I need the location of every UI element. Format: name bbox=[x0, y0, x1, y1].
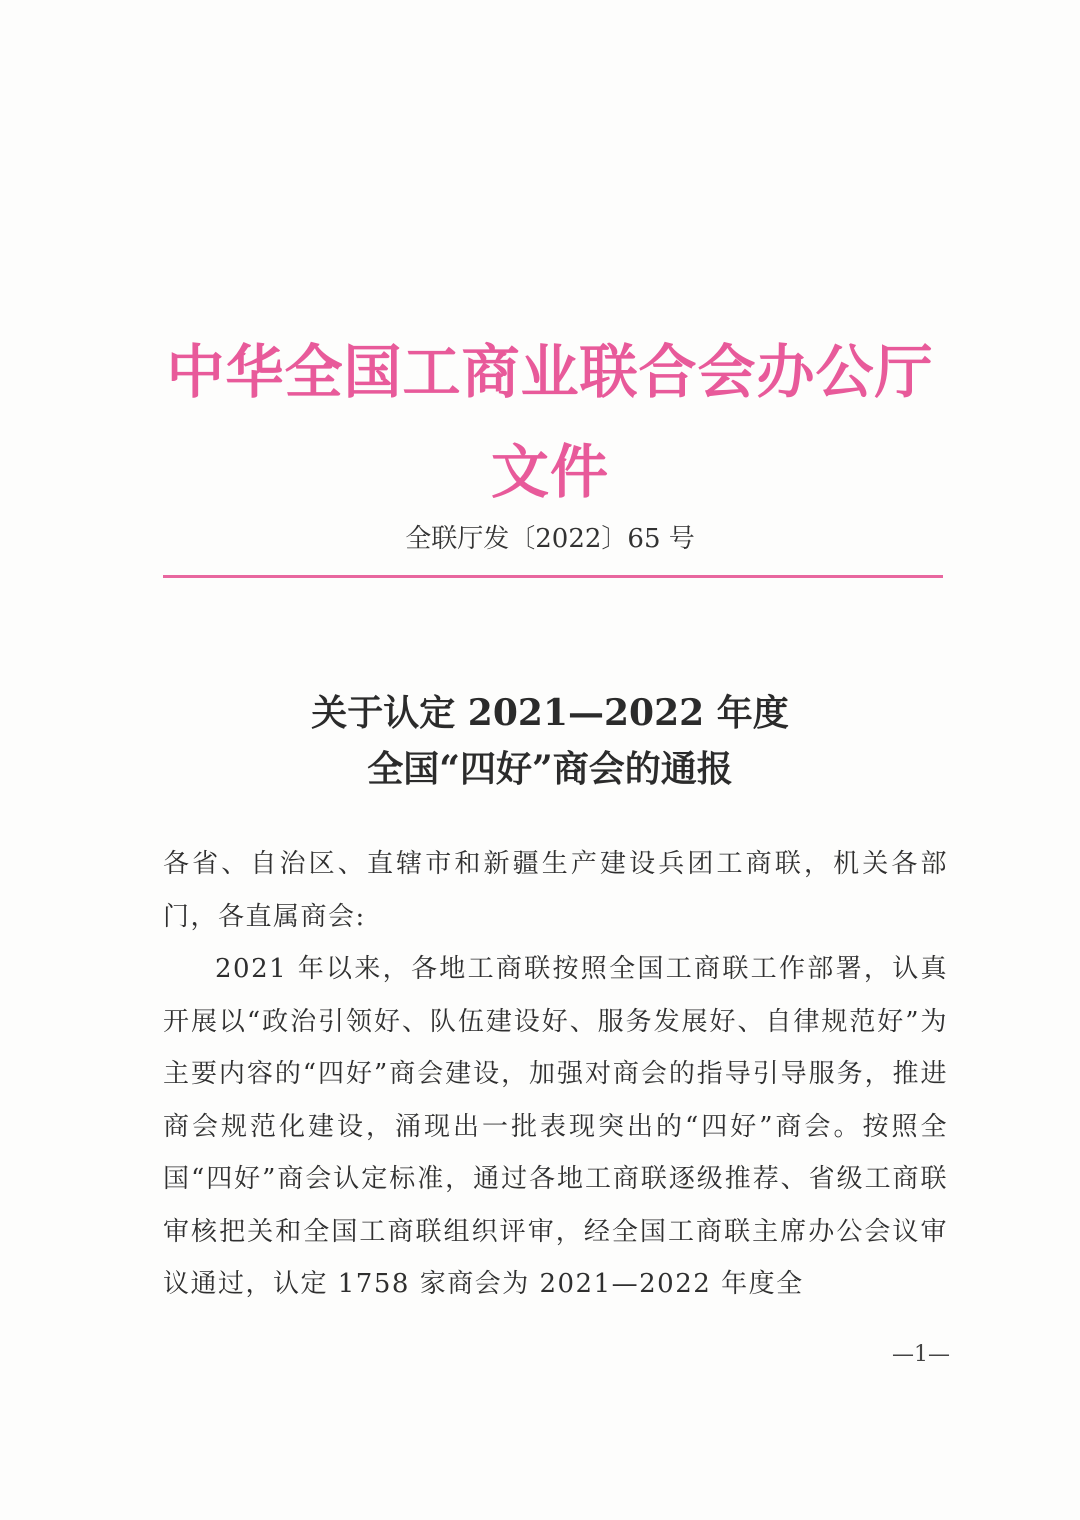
red-divider-line bbox=[163, 575, 943, 578]
body-paragraph: 2021 年以来，各地工商联按照全国工商联工作部署，认真开展以“政治引领好、队伍建设好、服务发展好、自律规范好”为主要内容的“四好”商会建设，加强对商会的指导引导服务，推进商会规范化建设，涌现出一批表现突出的“四好”商会。按照全国“四好”商会认定标准，通过各地工商联逐级推荐、省级工商联审核把关和全国工商联组织评审，经全国工商联主席办公会议审议通过，认定 1758 家商会为 2021—2022 年度全 bbox=[163, 954, 948, 1299]
document-number: 全联厅发〔2022〕65 号 bbox=[405, 524, 695, 554]
page-number: —1— bbox=[892, 1342, 950, 1367]
addressee-line: 各省、自治区、直辖市和新疆生产建设兵团工商联，机关各部门，各直属商会: bbox=[163, 849, 948, 932]
document-body bbox=[163, 838, 948, 1311]
issuing-office-header: 中华全国工商业联合会办公厅文件 bbox=[166, 338, 934, 506]
document-title-line-2: 全国“四好”商会的通报 bbox=[367, 748, 733, 790]
document-title-line-1: 关于认定 2021—2022 年度 bbox=[311, 692, 789, 734]
document-title bbox=[150, 685, 950, 797]
